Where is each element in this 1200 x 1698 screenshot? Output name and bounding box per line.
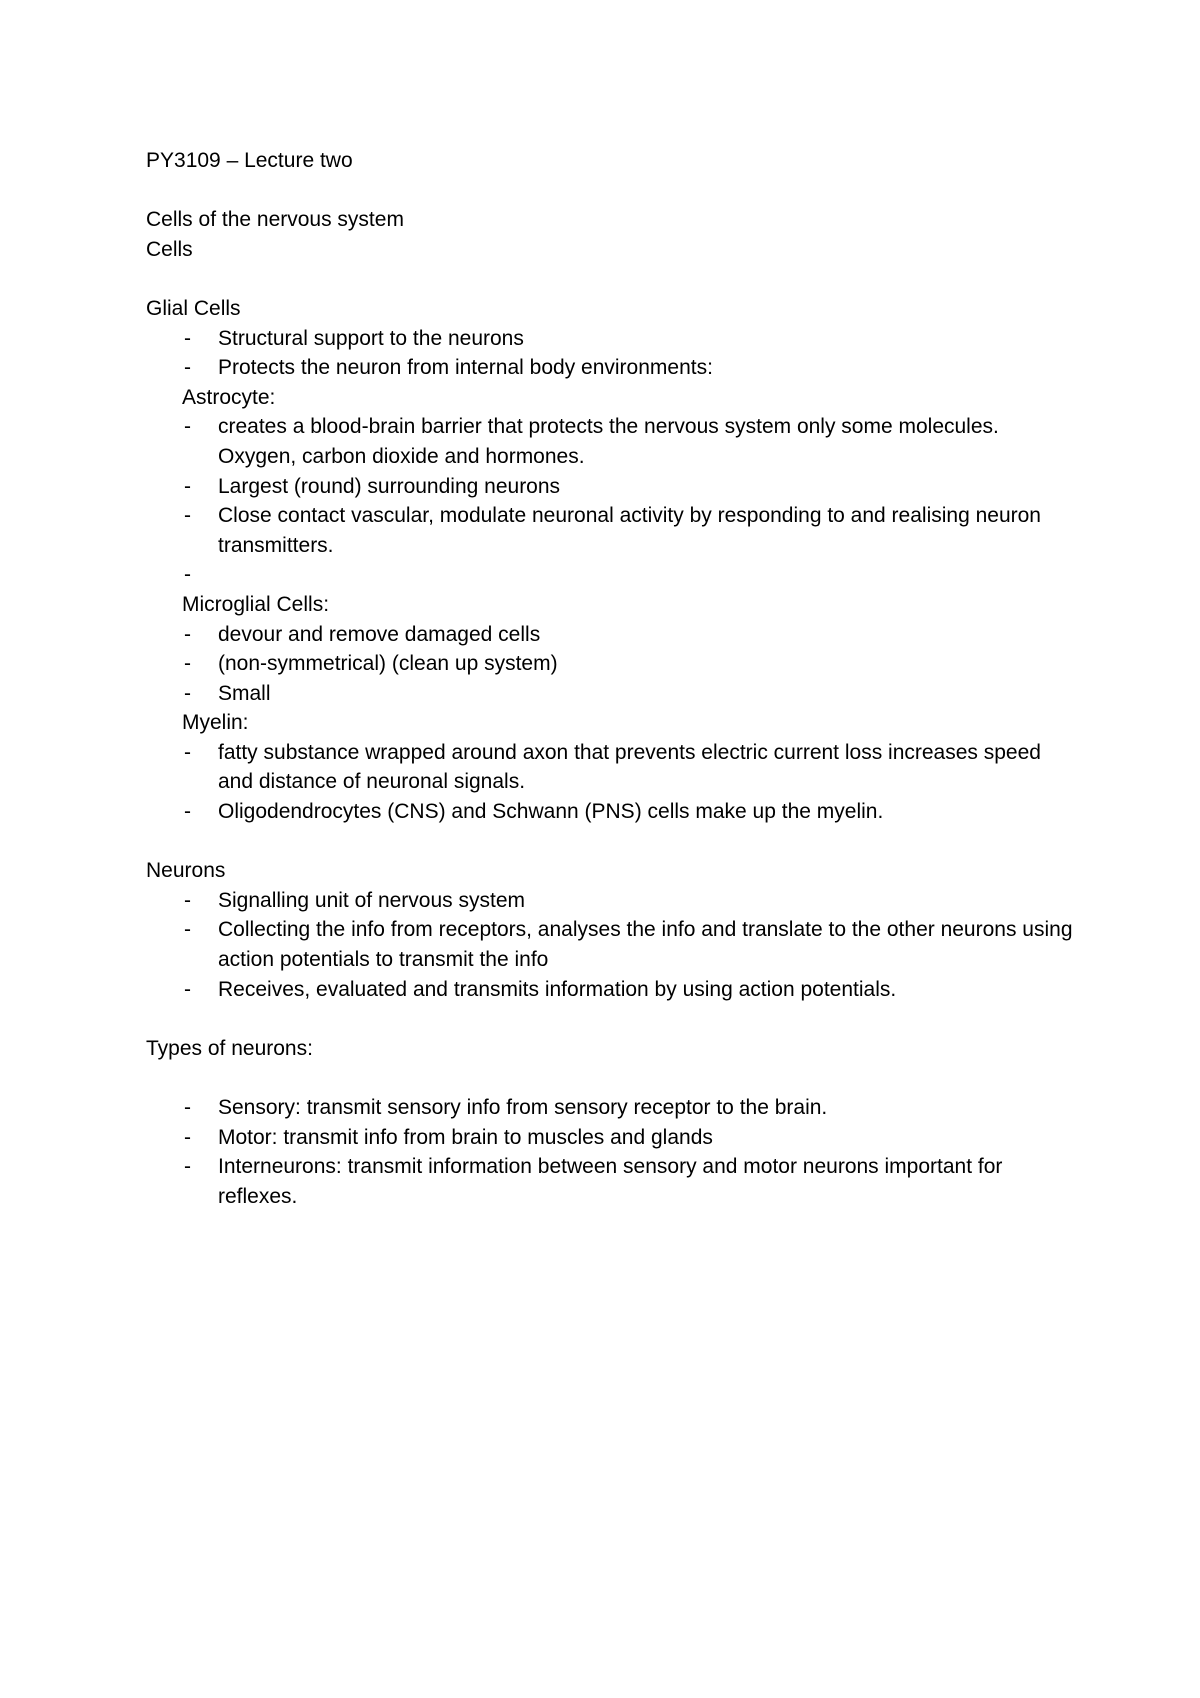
dash-bullet: - (184, 918, 191, 942)
list-item-text: Motor: transmit info from brain to muscles and glands (218, 1125, 713, 1149)
subtopic-heading: Cells (146, 237, 193, 261)
dash-bullet: - (184, 1155, 191, 1179)
list-item-text: devour and remove damaged cells (218, 622, 541, 646)
list-item-text: Structural support to the neurons (218, 326, 524, 350)
list-item-text: Close contact vascular, modulate neuronal activity by responding to and realising neuron transmitters. (218, 504, 1041, 557)
neurons-list (146, 886, 1076, 1004)
glial-cells-list (146, 324, 1076, 383)
dash-bullet: - (184, 415, 191, 439)
document-body (146, 146, 1076, 1211)
dash-bullet: - (184, 326, 191, 350)
list-item-text: Collecting the info from receptors, analyses the info and translate to the other neurons using action potentials to transmit the info (218, 918, 1073, 972)
list-item-empty (146, 560, 1076, 590)
list-item-text: Protects the neuron from internal body environments: (218, 356, 713, 380)
dash-bullet: - (184, 1096, 191, 1119)
spacer (146, 264, 1076, 294)
dash-bullet: - (184, 622, 191, 646)
dash-bullet: - (184, 504, 191, 528)
list-item (146, 501, 1076, 560)
list-item (146, 620, 1076, 650)
list-item-text: Sensory: transmit sensory info from sensory receptor to the brain. (218, 1096, 828, 1119)
list-item-text: Receives, evaluated and transmits information by using action potentials. (218, 977, 897, 1001)
list-item (146, 472, 1076, 502)
myelin-heading: Myelin: (182, 711, 249, 735)
list-item (146, 412, 1076, 471)
list-item (146, 1123, 1076, 1153)
list-item (146, 649, 1076, 679)
topic-heading: Cells of the nervous system (146, 208, 404, 232)
dash-bullet: - (184, 1125, 191, 1149)
spacer (146, 176, 1076, 206)
list-item-text: Small (218, 681, 271, 705)
dash-bullet: - (184, 681, 191, 705)
list-item-text: Oligodendrocytes (CNS) and Schwann (PNS) cells make up the myelin. (218, 800, 884, 824)
microglial-list (146, 620, 1076, 709)
list-item (146, 1152, 1076, 1211)
document-title: PY3109 – Lecture two (146, 149, 353, 172)
list-item (146, 975, 1076, 1005)
list-item (146, 1093, 1076, 1123)
dash-bullet: - (184, 977, 191, 1001)
dash-bullet: - (184, 888, 191, 912)
glial-cells-heading: Glial Cells (146, 296, 241, 320)
list-item-text: fatty substance wrapped around axon that prevents electric current loss increases speed and distance of neuronal signals. (218, 740, 1041, 794)
dash-bullet: - (184, 740, 191, 764)
list-item (146, 353, 1076, 383)
types-of-neurons-heading: Types of neurons: (146, 1036, 313, 1060)
list-item-text: Interneurons: transmit information between sensory and motor neurons important for reflexes. (218, 1155, 1003, 1208)
types-of-neurons-list (146, 1093, 1076, 1211)
spacer (146, 1004, 1076, 1034)
astrocyte-list (146, 412, 1076, 590)
myelin-list (146, 738, 1076, 827)
dash-bullet: - (184, 474, 191, 498)
dash-bullet: - (184, 800, 191, 824)
spacer (146, 1063, 1076, 1093)
list-item-text: Signalling unit of nervous system (218, 888, 525, 912)
list-item (146, 324, 1076, 354)
list-item-text: Largest (round) surrounding neurons (218, 474, 561, 498)
dash-bullet: - (184, 652, 191, 676)
dash-bullet: - (184, 563, 191, 587)
astrocyte-heading: Astrocyte: (182, 385, 276, 409)
list-item (146, 797, 1076, 827)
list-item (146, 738, 1076, 797)
microglial-heading: Microglial Cells: (182, 592, 330, 616)
list-item-text: (non-symmetrical) (clean up system) (218, 652, 558, 676)
neurons-heading: Neurons (146, 859, 226, 883)
list-item (146, 915, 1076, 974)
dash-bullet: - (184, 356, 191, 380)
list-item (146, 679, 1076, 709)
list-item-text: creates a blood-brain barrier that protects the nervous system only some molecules. Oxygen, carbon dioxide and hormones. (218, 415, 999, 468)
list-item (146, 886, 1076, 916)
spacer (146, 827, 1076, 857)
